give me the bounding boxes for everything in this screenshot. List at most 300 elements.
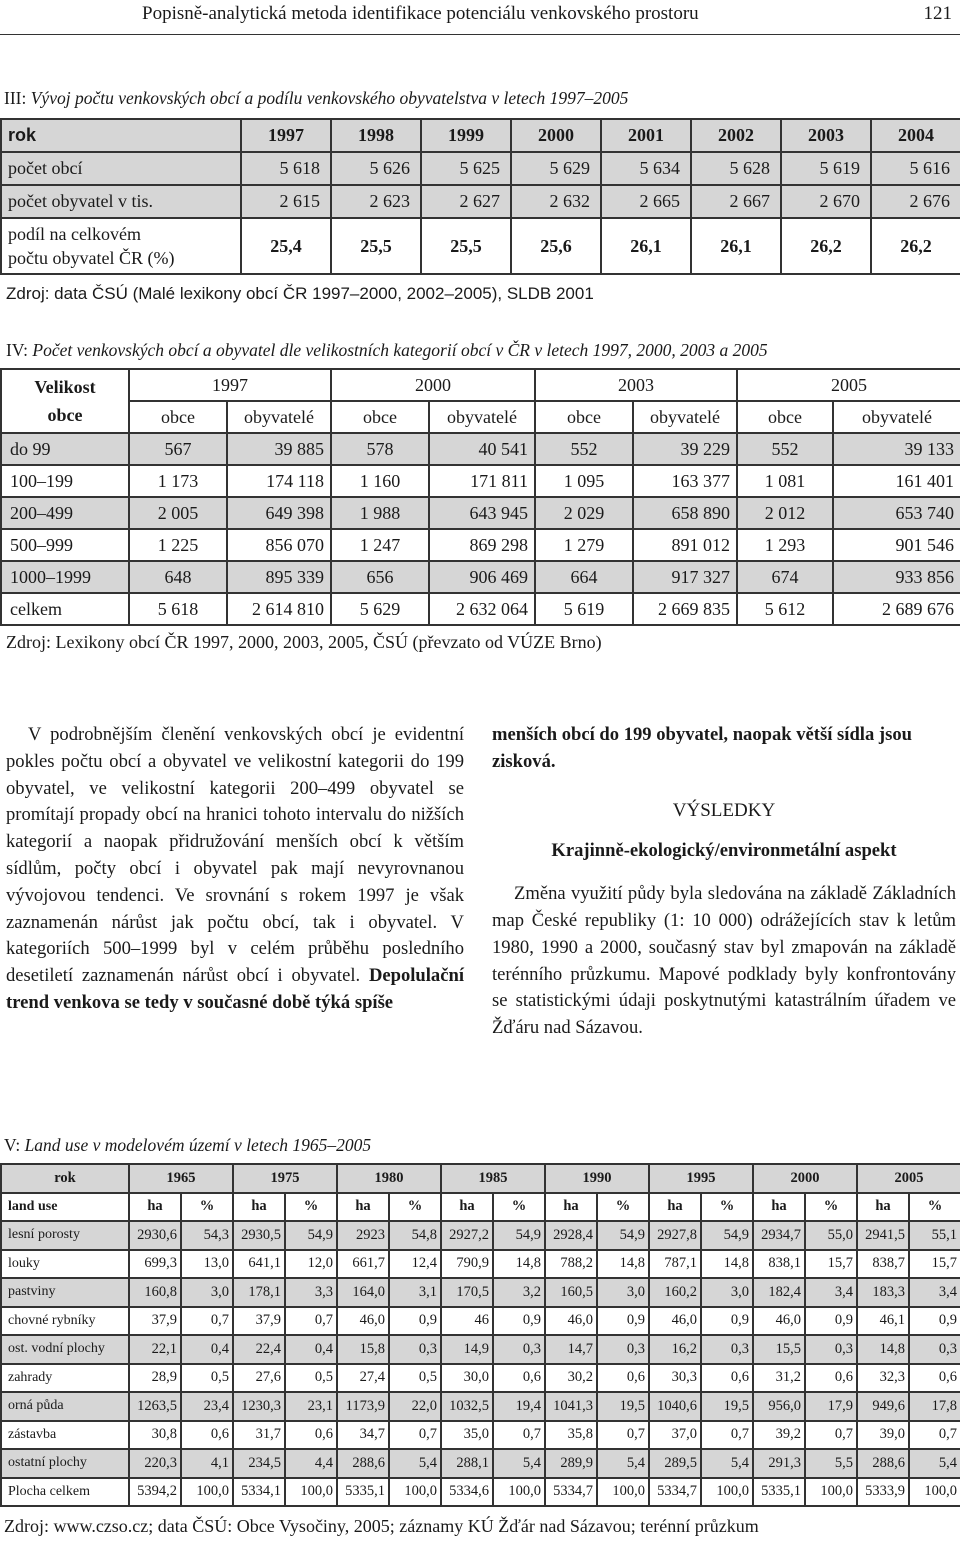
table4-header-row-units bbox=[1, 401, 960, 433]
table5-cell: 3,0 bbox=[701, 1278, 753, 1307]
table4-row-label: 200–499 bbox=[1, 497, 129, 529]
table5-cell: 788,2 bbox=[545, 1250, 597, 1279]
table4-cell: 869 298 bbox=[429, 529, 535, 561]
table4-cell: 5 612 bbox=[737, 593, 833, 625]
table5-cell: 15,7 bbox=[909, 1250, 960, 1279]
table5-row-label: ost. vodní plochy bbox=[1, 1335, 129, 1364]
table5-unit-ha: ha bbox=[441, 1193, 493, 1222]
table5-cell: 100,0 bbox=[909, 1478, 960, 1507]
table5-cell: 0,7 bbox=[909, 1421, 960, 1450]
table5-unit-pct: % bbox=[701, 1193, 753, 1222]
table5-cell: 220,3 bbox=[129, 1449, 181, 1478]
table5-row-label: pastviny bbox=[1, 1278, 129, 1307]
table5-cell: 0,7 bbox=[493, 1421, 545, 1450]
table5-cell: 2934,7 bbox=[753, 1221, 805, 1250]
table5-cell: 46,0 bbox=[545, 1307, 597, 1336]
table5-cell: 0,3 bbox=[597, 1335, 649, 1364]
table5-cell: 46 bbox=[441, 1307, 493, 1336]
table5-cell: 0,6 bbox=[909, 1364, 960, 1393]
table4-cell: 39 885 bbox=[227, 433, 331, 465]
table3-source: Zdroj: data ČSÚ (Malé lexikony obcí ČR 1997–2000, 2002–2005), SLDB 2001 bbox=[6, 284, 594, 303]
table4-caption-text: Počet venkovských obcí a obyvatel dle velikostních kategorií obcí v ČR v letech 1997, 2000, 2003 a 2005 bbox=[32, 340, 768, 360]
table5-cell: 5333,9 bbox=[857, 1478, 909, 1507]
table5-caption bbox=[4, 1135, 371, 1156]
table5-cell: 5,5 bbox=[805, 1449, 857, 1478]
table4-subheader-obce: obce bbox=[535, 401, 633, 433]
table5-cell: 0,9 bbox=[701, 1307, 753, 1336]
table4-cell: 891 012 bbox=[633, 529, 737, 561]
table5-cell: 14,8 bbox=[701, 1250, 753, 1279]
table3-year-header: 2004 bbox=[871, 119, 960, 152]
table5-row bbox=[1, 1250, 960, 1279]
table5-cell: 19,5 bbox=[701, 1392, 753, 1421]
table3-share-row bbox=[1, 218, 960, 274]
table5-row-label: orná půda bbox=[1, 1392, 129, 1421]
table5-cell: 5334,7 bbox=[649, 1478, 701, 1507]
table5-cell: 949,6 bbox=[857, 1392, 909, 1421]
table5-cell: 3,4 bbox=[909, 1278, 960, 1307]
table5-cell: 15,8 bbox=[337, 1335, 389, 1364]
table5-cell: 182,4 bbox=[753, 1278, 805, 1307]
table3-share-cell: 25,6 bbox=[511, 218, 601, 274]
table3-cell: 2 623 bbox=[331, 185, 421, 218]
table3-row bbox=[1, 152, 960, 185]
table5-unit-pct: % bbox=[493, 1193, 545, 1222]
table3-share-cell: 26,2 bbox=[781, 218, 871, 274]
table5-cell: 183,3 bbox=[857, 1278, 909, 1307]
table5-cell: 14,7 bbox=[545, 1335, 597, 1364]
table5-cell: 5335,1 bbox=[337, 1478, 389, 1507]
table5-cell: 54,9 bbox=[597, 1221, 649, 1250]
table4-cell: 1 279 bbox=[535, 529, 633, 561]
table4-cell: 1 095 bbox=[535, 465, 633, 497]
table5-year-header: 1980 bbox=[337, 1164, 441, 1193]
table3-cell: 5 628 bbox=[691, 152, 781, 185]
table3-header-label: rok bbox=[1, 119, 241, 152]
table4-row bbox=[1, 529, 960, 561]
table5-cell: 0,4 bbox=[181, 1335, 233, 1364]
page-number: 121 bbox=[923, 3, 952, 24]
table5 bbox=[0, 1163, 960, 1507]
table4-row bbox=[1, 561, 960, 593]
table4-source: Zdroj: Lexikony obcí ČR 1997, 2000, 2003, 2005, ČSÚ (převzato od VÚZE Brno) bbox=[6, 632, 602, 652]
table5-cell: 5394,2 bbox=[129, 1478, 181, 1507]
table4-cell: 578 bbox=[331, 433, 429, 465]
table5-cell: 234,5 bbox=[233, 1449, 285, 1478]
table3-cell: 2 632 bbox=[511, 185, 601, 218]
table4-subheader-obyvatele: obyvatelé bbox=[633, 401, 737, 433]
table5-row bbox=[1, 1364, 960, 1393]
table5-cell: 46,0 bbox=[753, 1307, 805, 1336]
table4-cell: 643 945 bbox=[429, 497, 535, 529]
table5-cell: 0,7 bbox=[805, 1421, 857, 1450]
table4-row bbox=[1, 593, 960, 625]
table5-cell: 5,4 bbox=[389, 1449, 441, 1478]
table5-cell: 37,9 bbox=[233, 1307, 285, 1336]
table5-cell: 46,1 bbox=[857, 1307, 909, 1336]
table5-cell: 35,8 bbox=[545, 1421, 597, 1450]
table5-cell: 170,5 bbox=[441, 1278, 493, 1307]
table5-cell: 14,8 bbox=[493, 1250, 545, 1279]
table4-cell: 656 bbox=[331, 561, 429, 593]
table4-corner-corner-line2: obce bbox=[47, 405, 83, 425]
table5-cell: 0,4 bbox=[285, 1335, 337, 1364]
table5-cell: 0,6 bbox=[597, 1364, 649, 1393]
table4-row-label: 1000–1999 bbox=[1, 561, 129, 593]
table4-cell: 901 546 bbox=[833, 529, 960, 561]
left-column-text bbox=[6, 722, 464, 1017]
table3-cell: 5 625 bbox=[421, 152, 511, 185]
table4-row bbox=[1, 433, 960, 465]
table5-cell: 22,4 bbox=[233, 1335, 285, 1364]
table5-cell: 0,9 bbox=[909, 1307, 960, 1336]
table5-cell: 3,1 bbox=[389, 1278, 441, 1307]
table4-cell: 1 225 bbox=[129, 529, 227, 561]
table5-unit-pct: % bbox=[805, 1193, 857, 1222]
table5-cell: 100,0 bbox=[285, 1478, 337, 1507]
table5-cell: 2923 bbox=[337, 1221, 389, 1250]
table4-subheader-obce: obce bbox=[129, 401, 227, 433]
table4-corner-corner-line1: Velikost bbox=[34, 377, 96, 397]
table5-cell: 16,2 bbox=[649, 1335, 701, 1364]
table5-cell: 3,4 bbox=[805, 1278, 857, 1307]
table4-corner-header bbox=[1, 369, 129, 433]
table5-unit-pct: % bbox=[597, 1193, 649, 1222]
table5-cell: 289,5 bbox=[649, 1449, 701, 1478]
table5-cell: 288,1 bbox=[441, 1449, 493, 1478]
table5-year-header: 1985 bbox=[441, 1164, 545, 1193]
table4-year-header: 2000 bbox=[331, 369, 535, 401]
table3-cell: 5 629 bbox=[511, 152, 601, 185]
table5-row bbox=[1, 1307, 960, 1336]
table4-row bbox=[1, 465, 960, 497]
table5-cell: 2927,8 bbox=[649, 1221, 701, 1250]
table3-caption-prefix: III: bbox=[4, 88, 31, 108]
table3-cell: 5 619 bbox=[781, 152, 871, 185]
table5-unit-ha: ha bbox=[857, 1193, 909, 1222]
table5-row-label: ostatní plochy bbox=[1, 1449, 129, 1478]
table5-cell: 0,3 bbox=[909, 1335, 960, 1364]
table4-cell: 39 229 bbox=[633, 433, 737, 465]
table3-cell: 2 615 bbox=[241, 185, 331, 218]
table5-cell: 5,4 bbox=[701, 1449, 753, 1478]
table5-cell: 0,9 bbox=[493, 1307, 545, 1336]
table5-cell: 54,9 bbox=[701, 1221, 753, 1250]
table5-cell: 5335,1 bbox=[753, 1478, 805, 1507]
table5-caption-prefix: V: bbox=[4, 1135, 25, 1155]
table5-cell: 838,7 bbox=[857, 1250, 909, 1279]
table5-cell: 13,0 bbox=[181, 1250, 233, 1279]
table5-cell: 0,7 bbox=[285, 1307, 337, 1336]
table5-cell: 0,7 bbox=[701, 1421, 753, 1450]
table5-cell: 0,9 bbox=[805, 1307, 857, 1336]
table5-row-label: zahrady bbox=[1, 1364, 129, 1393]
table4-cell: 2 012 bbox=[737, 497, 833, 529]
table5-cell: 30,3 bbox=[649, 1364, 701, 1393]
table5-cell: 30,8 bbox=[129, 1421, 181, 1450]
table3-year-header: 2001 bbox=[601, 119, 691, 152]
table4-cell: 567 bbox=[129, 433, 227, 465]
table4-cell: 2 614 810 bbox=[227, 593, 331, 625]
table5-header-row-years bbox=[1, 1164, 960, 1193]
table4-cell: 5 619 bbox=[535, 593, 633, 625]
table3-year-header: 2002 bbox=[691, 119, 781, 152]
table4-cell: 552 bbox=[535, 433, 633, 465]
table5-row bbox=[1, 1421, 960, 1450]
table5-year-header: 2005 bbox=[857, 1164, 960, 1193]
table4-cell: 649 398 bbox=[227, 497, 331, 529]
table5-cell: 0,6 bbox=[493, 1364, 545, 1393]
table5-unit-ha: ha bbox=[233, 1193, 285, 1222]
table3-share-cell: 26,2 bbox=[871, 218, 960, 274]
table3-share-label-line2: počtu obyvatel ČR (%) bbox=[8, 248, 175, 268]
table5-cell: 12,4 bbox=[389, 1250, 441, 1279]
table5-cell: 790,9 bbox=[441, 1250, 493, 1279]
table5-row bbox=[1, 1449, 960, 1478]
table5-cell: 3,2 bbox=[493, 1278, 545, 1307]
table4-cell: 1 160 bbox=[331, 465, 429, 497]
table4-year-header: 1997 bbox=[129, 369, 331, 401]
table5-unit-ha: ha bbox=[649, 1193, 701, 1222]
table5-cell: 54,3 bbox=[181, 1221, 233, 1250]
table4-cell: 648 bbox=[129, 561, 227, 593]
table5-cell: 31,7 bbox=[233, 1421, 285, 1450]
table4-cell: 856 070 bbox=[227, 529, 331, 561]
table5-header-row-units bbox=[1, 1193, 960, 1222]
table5-cell: 22,0 bbox=[389, 1392, 441, 1421]
table5-cell: 37,0 bbox=[649, 1421, 701, 1450]
table5-cell: 5,4 bbox=[493, 1449, 545, 1478]
table5-cell: 0,3 bbox=[805, 1335, 857, 1364]
table5-cell: 5334,1 bbox=[233, 1478, 285, 1507]
table5-cell: 12,0 bbox=[285, 1250, 337, 1279]
table5-cell: 0,9 bbox=[597, 1307, 649, 1336]
table3-cell: 5 618 bbox=[241, 152, 331, 185]
table5-cell: 27,6 bbox=[233, 1364, 285, 1393]
table5-row-label: chovné rybníky bbox=[1, 1307, 129, 1336]
table5-unit-pct: % bbox=[909, 1193, 960, 1222]
table5-cell: 4,1 bbox=[181, 1449, 233, 1478]
table4-cell: 2 005 bbox=[129, 497, 227, 529]
table5-cell: 15,5 bbox=[753, 1335, 805, 1364]
table5-cell: 17,9 bbox=[805, 1392, 857, 1421]
table5-cell: 15,7 bbox=[805, 1250, 857, 1279]
table5-header-label: rok bbox=[1, 1164, 129, 1193]
table5-cell: 1173,9 bbox=[337, 1392, 389, 1421]
table5-row bbox=[1, 1392, 960, 1421]
table5-cell: 160,5 bbox=[545, 1278, 597, 1307]
table5-cell: 39,2 bbox=[753, 1421, 805, 1450]
table5-cell: 46,0 bbox=[337, 1307, 389, 1336]
table3-cell: 5 634 bbox=[601, 152, 691, 185]
table5-cell: 1230,3 bbox=[233, 1392, 285, 1421]
table5-cell: 100,0 bbox=[701, 1478, 753, 1507]
table5-sub-label: land use bbox=[1, 1193, 129, 1222]
table3-cell: 2 670 bbox=[781, 185, 871, 218]
table3-year-header: 2003 bbox=[781, 119, 871, 152]
table5-cell: 100,0 bbox=[805, 1478, 857, 1507]
table3-share-label bbox=[1, 218, 241, 274]
table5-cell: 0,3 bbox=[493, 1335, 545, 1364]
table5-cell: 54,9 bbox=[493, 1221, 545, 1250]
table3-caption-text: Vývoj počtu venkovských obcí a podílu venkovského obyvatelstva v letech 1997–2005 bbox=[30, 88, 629, 108]
table3-share-label-line1: podíl na celkovém bbox=[8, 224, 141, 244]
table4-cell: 2 632 064 bbox=[429, 593, 535, 625]
table3-year-header: 1998 bbox=[331, 119, 421, 152]
table5-cell: 0,6 bbox=[701, 1364, 753, 1393]
table5-cell: 5,4 bbox=[597, 1449, 649, 1478]
table5-cell: 55,1 bbox=[909, 1221, 960, 1250]
table5-cell: 291,3 bbox=[753, 1449, 805, 1478]
table4-year-header: 2003 bbox=[535, 369, 737, 401]
table5-unit-ha: ha bbox=[753, 1193, 805, 1222]
table5-cell: 0,6 bbox=[805, 1364, 857, 1393]
table4-row-label: 100–199 bbox=[1, 465, 129, 497]
table4-subheader-obyvatele: obyvatelé bbox=[429, 401, 535, 433]
table5-cell: 838,1 bbox=[753, 1250, 805, 1279]
table4-subheader-obyvatele: obyvatelé bbox=[227, 401, 331, 433]
table5-year-header: 1965 bbox=[129, 1164, 233, 1193]
table5-cell: 1263,5 bbox=[129, 1392, 181, 1421]
table5-cell: 2930,5 bbox=[233, 1221, 285, 1250]
right-column-text bbox=[492, 722, 956, 1042]
table5-row-label: louky bbox=[1, 1250, 129, 1279]
table4-cell: 664 bbox=[535, 561, 633, 593]
table3-year-header: 1999 bbox=[421, 119, 511, 152]
table4-cell: 163 377 bbox=[633, 465, 737, 497]
table5-cell: 5334,6 bbox=[441, 1478, 493, 1507]
table5-unit-pct: % bbox=[285, 1193, 337, 1222]
table5-cell: 28,9 bbox=[129, 1364, 181, 1393]
table3-cell: 2 667 bbox=[691, 185, 781, 218]
table4-row-label: 500–999 bbox=[1, 529, 129, 561]
table5-cell: 27,4 bbox=[337, 1364, 389, 1393]
table4 bbox=[0, 368, 960, 626]
table3-row bbox=[1, 185, 960, 218]
table5-cell: 22,1 bbox=[129, 1335, 181, 1364]
table5-unit-ha: ha bbox=[129, 1193, 181, 1222]
table5-cell: 23,1 bbox=[285, 1392, 337, 1421]
table5-cell: 35,0 bbox=[441, 1421, 493, 1450]
table4-cell: 161 401 bbox=[833, 465, 960, 497]
table4-subheader-obce: obce bbox=[737, 401, 833, 433]
table5-year-header: 2000 bbox=[753, 1164, 857, 1193]
table4-cell: 40 541 bbox=[429, 433, 535, 465]
table3-cell: 2 665 bbox=[601, 185, 691, 218]
results-heading: VÝSLEDKY bbox=[672, 799, 776, 821]
table4-cell: 5 618 bbox=[129, 593, 227, 625]
table4-subheader-obce: obce bbox=[331, 401, 429, 433]
table5-cell: 0,9 bbox=[389, 1307, 441, 1336]
table5-cell: 288,6 bbox=[857, 1449, 909, 1478]
table5-cell: 37,9 bbox=[129, 1307, 181, 1336]
table5-year-header: 1990 bbox=[545, 1164, 649, 1193]
table4-subheader-obyvatele: obyvatelé bbox=[833, 401, 960, 433]
table5-cell: 30,0 bbox=[441, 1364, 493, 1393]
table5-caption-text: Land use v modelovém území v letech 1965–2005 bbox=[24, 1135, 372, 1155]
table4-cell: 917 327 bbox=[633, 561, 737, 593]
table5-cell: 5334,7 bbox=[545, 1478, 597, 1507]
table5-cell: 54,8 bbox=[389, 1221, 441, 1250]
table4-cell: 2 689 676 bbox=[833, 593, 960, 625]
table3-caption bbox=[4, 88, 628, 109]
table4-row-label: celkem bbox=[1, 593, 129, 625]
table5-row-label: lesní porosty bbox=[1, 1221, 129, 1250]
table5-cell: 0,7 bbox=[597, 1421, 649, 1450]
table5-cell: 30,2 bbox=[545, 1364, 597, 1393]
table4-header-row-years bbox=[1, 369, 960, 401]
table3-share-cell: 26,1 bbox=[601, 218, 691, 274]
table3 bbox=[0, 118, 960, 275]
table4-row-label: do 99 bbox=[1, 433, 129, 465]
table5-cell: 55,0 bbox=[805, 1221, 857, 1250]
table5-cell: 3,0 bbox=[597, 1278, 649, 1307]
table3-header-row bbox=[1, 119, 960, 152]
table5-cell: 0,3 bbox=[389, 1335, 441, 1364]
table4-cell: 658 890 bbox=[633, 497, 737, 529]
table5-cell: 2930,6 bbox=[129, 1221, 181, 1250]
table4-cell: 653 740 bbox=[833, 497, 960, 529]
table5-cell: 100,0 bbox=[181, 1478, 233, 1507]
table3-row-label: počet obcí bbox=[1, 152, 241, 185]
table4-cell: 1 247 bbox=[331, 529, 429, 561]
table5-unit-pct: % bbox=[389, 1193, 441, 1222]
table4-cell: 174 118 bbox=[227, 465, 331, 497]
table5-cell: 5,4 bbox=[909, 1449, 960, 1478]
table5-cell: 31,2 bbox=[753, 1364, 805, 1393]
table5-cell: 0,3 bbox=[701, 1335, 753, 1364]
table5-cell: 160,8 bbox=[129, 1278, 181, 1307]
table4-cell: 895 339 bbox=[227, 561, 331, 593]
table3-share-cell: 25,4 bbox=[241, 218, 331, 274]
table5-cell: 100,0 bbox=[389, 1478, 441, 1507]
table5-cell: 100,0 bbox=[597, 1478, 649, 1507]
table5-cell: 19,5 bbox=[597, 1392, 649, 1421]
running-header-title: Popisně-analytická metoda identifikace potenciálu venkovského prostoru bbox=[142, 3, 699, 24]
table5-cell: 14,8 bbox=[857, 1335, 909, 1364]
table5-cell: 17,8 bbox=[909, 1392, 960, 1421]
table5-cell: 14,8 bbox=[597, 1250, 649, 1279]
table4-cell: 171 811 bbox=[429, 465, 535, 497]
table5-year-header: 1975 bbox=[233, 1164, 337, 1193]
table4-caption-prefix: IV: bbox=[6, 340, 33, 360]
table4-cell: 39 133 bbox=[833, 433, 960, 465]
table4-cell: 2 669 835 bbox=[633, 593, 737, 625]
subheading: Krajinně-ekologický/environmetální aspekt bbox=[551, 840, 897, 862]
table4-cell: 906 469 bbox=[429, 561, 535, 593]
table4-cell: 5 629 bbox=[331, 593, 429, 625]
table5-cell: 787,1 bbox=[649, 1250, 701, 1279]
table4-cell: 552 bbox=[737, 433, 833, 465]
table5-cell: 34,7 bbox=[337, 1421, 389, 1450]
table3-share-cell: 25,5 bbox=[331, 218, 421, 274]
table4-cell: 2 029 bbox=[535, 497, 633, 529]
table3-cell: 2 676 bbox=[871, 185, 960, 218]
table5-cell: 39,0 bbox=[857, 1421, 909, 1450]
table5-cell: 14,9 bbox=[441, 1335, 493, 1364]
table4-row bbox=[1, 497, 960, 529]
table3-share-cell: 26,1 bbox=[691, 218, 781, 274]
table5-row bbox=[1, 1335, 960, 1364]
table5-cell: 661,7 bbox=[337, 1250, 389, 1279]
table5-cell: 23,4 bbox=[181, 1392, 233, 1421]
table5-cell: 4,4 bbox=[285, 1449, 337, 1478]
table5-cell: 164,0 bbox=[337, 1278, 389, 1307]
header-rule bbox=[0, 34, 960, 35]
table5-row-label: zástavba bbox=[1, 1421, 129, 1450]
table5-cell: 2927,2 bbox=[441, 1221, 493, 1250]
table4-cell: 1 173 bbox=[129, 465, 227, 497]
